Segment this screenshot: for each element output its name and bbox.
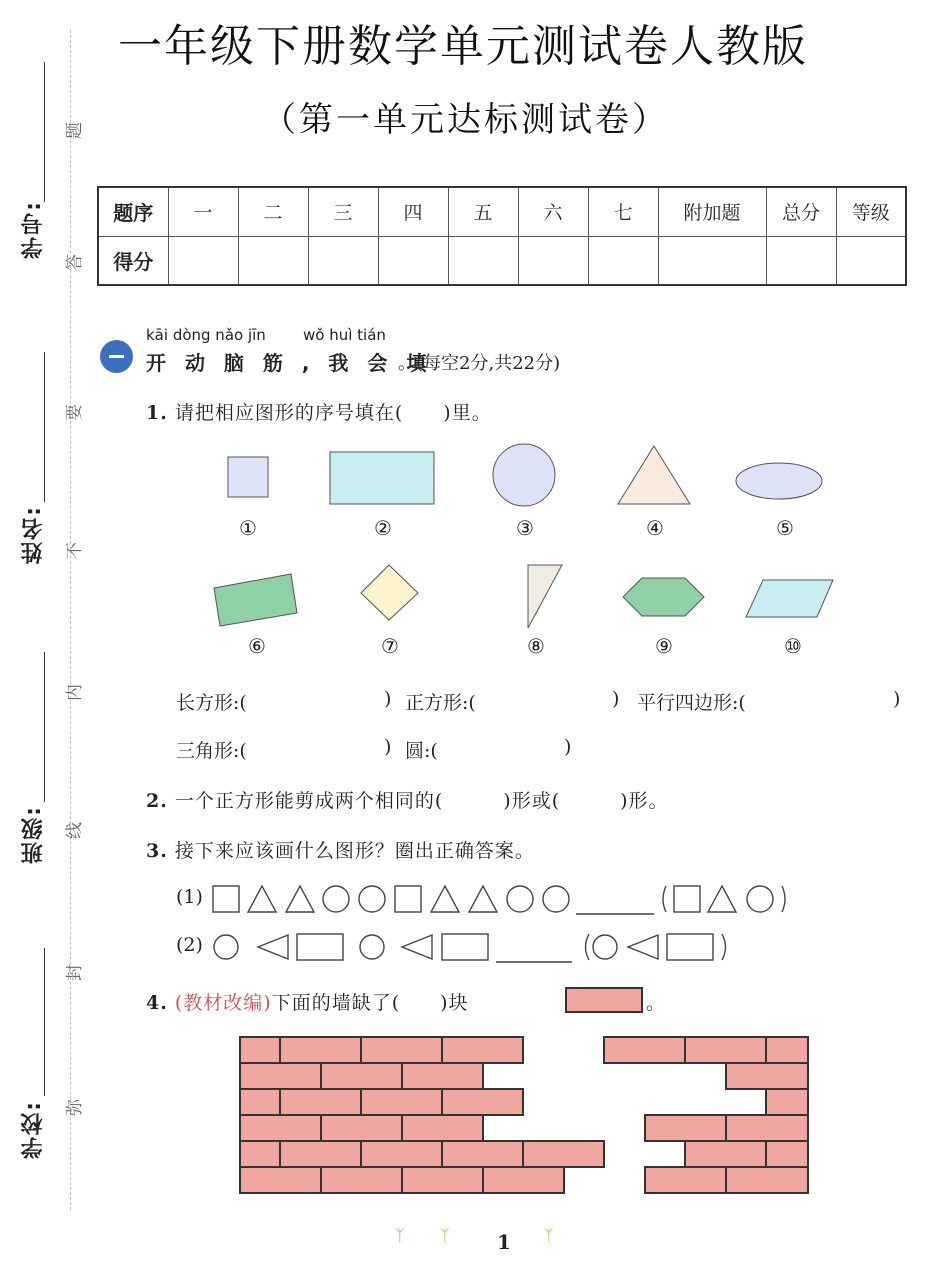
section-pinyin-2: wǒ huì tián <box>303 326 386 344</box>
score-col-2: 二 <box>238 187 308 236</box>
side-line-school <box>44 948 45 1096</box>
question-2-text: 一个正方形能剪成两个相同的( )形或( )形。 <box>174 790 669 812</box>
score-cell[interactable] <box>168 236 238 285</box>
score-cell[interactable] <box>518 236 588 285</box>
seal-char-2: 答 <box>65 254 85 271</box>
fill-parallelogram-close: ) <box>893 688 901 710</box>
school-label: 学校: <box>21 1100 46 1159</box>
score-cell[interactable] <box>378 236 448 285</box>
score-cell[interactable] <box>588 236 658 285</box>
score-col-1: 一 <box>168 187 238 236</box>
fill-parallelogram-blank[interactable] <box>780 688 890 712</box>
sprout-icon: ᛉ <box>440 1226 450 1245</box>
brick <box>726 1115 808 1141</box>
student-name-label: 姓名: <box>21 505 46 564</box>
brick <box>645 1167 726 1193</box>
question-3-row-2-label: (2) <box>176 934 203 956</box>
score-col-extra: 附加题 <box>658 187 766 236</box>
brick-wall <box>238 1034 818 1199</box>
shape-2-rectangle <box>330 452 434 504</box>
shape-label-9: ⑨ <box>655 634 673 658</box>
brick <box>766 1141 808 1167</box>
score-col-5: 五 <box>448 187 518 236</box>
shape-8-triangle <box>528 565 562 628</box>
fill-square-label: 正方形:( <box>405 692 476 714</box>
seal-char-6: 线 <box>65 822 85 839</box>
question-4 <box>146 988 469 1015</box>
question-1 <box>146 398 492 425</box>
pattern-row-1 <box>210 880 810 920</box>
fill-square-close: ) <box>612 688 620 710</box>
brick <box>442 1089 523 1115</box>
section-one-title: 开 动 脑 筋 , 我 会 填 <box>146 351 433 375</box>
brick <box>402 1063 483 1089</box>
section-one-note: 。(每空2分,共22分) <box>398 353 561 374</box>
score-col-4: 四 <box>378 187 448 236</box>
brick <box>483 1167 564 1193</box>
shape-5-ellipse <box>736 463 822 499</box>
seal-char-7: 封 <box>65 964 85 981</box>
score-cell[interactable] <box>836 236 906 285</box>
question-4-tag: (教材改编) <box>174 992 272 1014</box>
score-table-score-row <box>98 236 906 285</box>
seal-char-3: 要 <box>65 404 85 421</box>
brick <box>240 1167 321 1193</box>
brick <box>604 1037 685 1063</box>
section-one-badge <box>100 340 133 373</box>
score-col-grade: 等级 <box>836 187 906 236</box>
brick <box>402 1115 483 1141</box>
score-table-header-row <box>98 187 906 236</box>
question-3 <box>146 836 535 863</box>
brick <box>442 1037 523 1063</box>
fill-circle-close: ) <box>564 736 572 758</box>
brick <box>321 1167 402 1193</box>
fill-triangle-close: ) <box>384 736 392 758</box>
score-table <box>97 186 907 286</box>
score-col-3: 三 <box>308 187 378 236</box>
brick <box>240 1115 321 1141</box>
shape-1-square <box>228 457 268 497</box>
question-4-text: 下面的墙缺了( )块 <box>271 992 469 1014</box>
seal-char-1: 题 <box>65 122 85 139</box>
score-cell[interactable] <box>448 236 518 285</box>
shape-label-7: ⑦ <box>381 634 399 658</box>
question-1-number: 1. <box>146 402 168 424</box>
shape-6-rectangle <box>214 574 297 626</box>
sprout-icon: ᛉ <box>544 1226 554 1245</box>
shape-7-square <box>361 565 418 620</box>
brick <box>361 1037 442 1063</box>
shape-label-1: ① <box>239 516 257 540</box>
student-number-label: 学号: <box>21 200 46 259</box>
question-2-number: 2. <box>146 790 168 812</box>
fill-square-blank[interactable] <box>498 688 608 712</box>
brick <box>523 1141 604 1167</box>
fill-circle-blank[interactable] <box>450 736 560 760</box>
brick <box>402 1167 483 1193</box>
fill-rectangle-blank[interactable] <box>270 688 380 712</box>
pattern-row-2 <box>210 926 770 970</box>
question-2 <box>146 786 669 813</box>
question-1-text: 请把相应图形的序号填在( )里。 <box>174 402 492 424</box>
shape-label-4: ④ <box>646 516 664 540</box>
fill-triangle-blank[interactable] <box>270 736 380 760</box>
fill-triangle <box>176 736 247 763</box>
brick <box>240 1063 321 1089</box>
brick <box>442 1141 523 1167</box>
fill-square <box>405 688 476 715</box>
shape-3-circle <box>493 444 555 506</box>
brick <box>280 1089 361 1115</box>
question-4-number: 4. <box>146 992 168 1014</box>
page-number: 1 <box>497 1230 511 1254</box>
seal-char-5: 内 <box>65 684 85 701</box>
page-title: 一年级下册数学单元测试卷人教版 <box>118 21 808 72</box>
fill-triangle-label: 三角形:( <box>176 740 247 762</box>
shape-label-3: ③ <box>516 516 534 540</box>
brick <box>726 1167 808 1193</box>
shape-4-triangle <box>618 446 690 504</box>
fill-circle-label: 圆:( <box>405 740 438 762</box>
shape-label-6: ⑥ <box>248 634 266 658</box>
fill-circle <box>405 736 438 763</box>
brick <box>361 1089 442 1115</box>
brick <box>766 1037 808 1063</box>
question-3-text: 接下来应该画什么图形？圈出正确答案。 <box>174 840 535 862</box>
question-3-number: 3. <box>146 840 168 862</box>
side-line-class <box>44 652 45 802</box>
seal-char-4: 不 <box>65 542 85 559</box>
fill-rectangle-label: 长方形:( <box>176 692 247 714</box>
seal-char-8: 弥 <box>65 1099 85 1116</box>
section-pinyin-1: kāi dòng nǎo jīn <box>146 326 266 344</box>
brick <box>645 1115 726 1141</box>
brick <box>240 1037 280 1063</box>
brick <box>766 1089 808 1115</box>
side-line-xuehao <box>44 62 45 202</box>
brick <box>685 1037 766 1063</box>
shape-label-10: ⑩ <box>784 634 802 658</box>
fill-parallelogram <box>637 688 746 715</box>
fill-parallelogram-label: 平行四边形:( <box>637 692 746 714</box>
shape-label-2: ② <box>374 516 392 540</box>
score-col-total: 总分 <box>766 187 836 236</box>
score-cell[interactable] <box>658 236 766 285</box>
score-cell[interactable] <box>238 236 308 285</box>
question-3-row-1-label: (1) <box>176 886 203 908</box>
page-subtitle: （第一单元达标测试卷） <box>262 100 669 140</box>
question-4-end: 。 <box>646 992 667 1014</box>
shape-10-parallelogram <box>746 580 833 617</box>
brick <box>685 1141 766 1167</box>
brick <box>361 1141 442 1167</box>
sprout-icon: ᛉ <box>395 1226 405 1245</box>
score-col-7: 七 <box>588 187 658 236</box>
score-cell[interactable] <box>308 236 378 285</box>
score-header-label: 题序 <box>98 187 168 236</box>
brick <box>321 1063 402 1089</box>
score-cell[interactable] <box>766 236 836 285</box>
shape-9-hexagon <box>623 578 704 616</box>
brick <box>280 1037 361 1063</box>
brick <box>726 1063 808 1089</box>
shape-label-5: ⑤ <box>776 516 794 540</box>
brick <box>280 1141 361 1167</box>
brick <box>321 1115 402 1141</box>
fill-rectangle-close: ) <box>384 688 392 710</box>
score-row-label: 得分 <box>98 236 168 285</box>
score-col-6: 六 <box>518 187 588 236</box>
shape-label-8: ⑧ <box>527 634 545 658</box>
brick <box>240 1141 280 1167</box>
class-label: 班级: <box>21 805 46 864</box>
brick-sample <box>565 987 643 1013</box>
fill-rectangle <box>176 688 247 715</box>
brick <box>240 1089 280 1115</box>
